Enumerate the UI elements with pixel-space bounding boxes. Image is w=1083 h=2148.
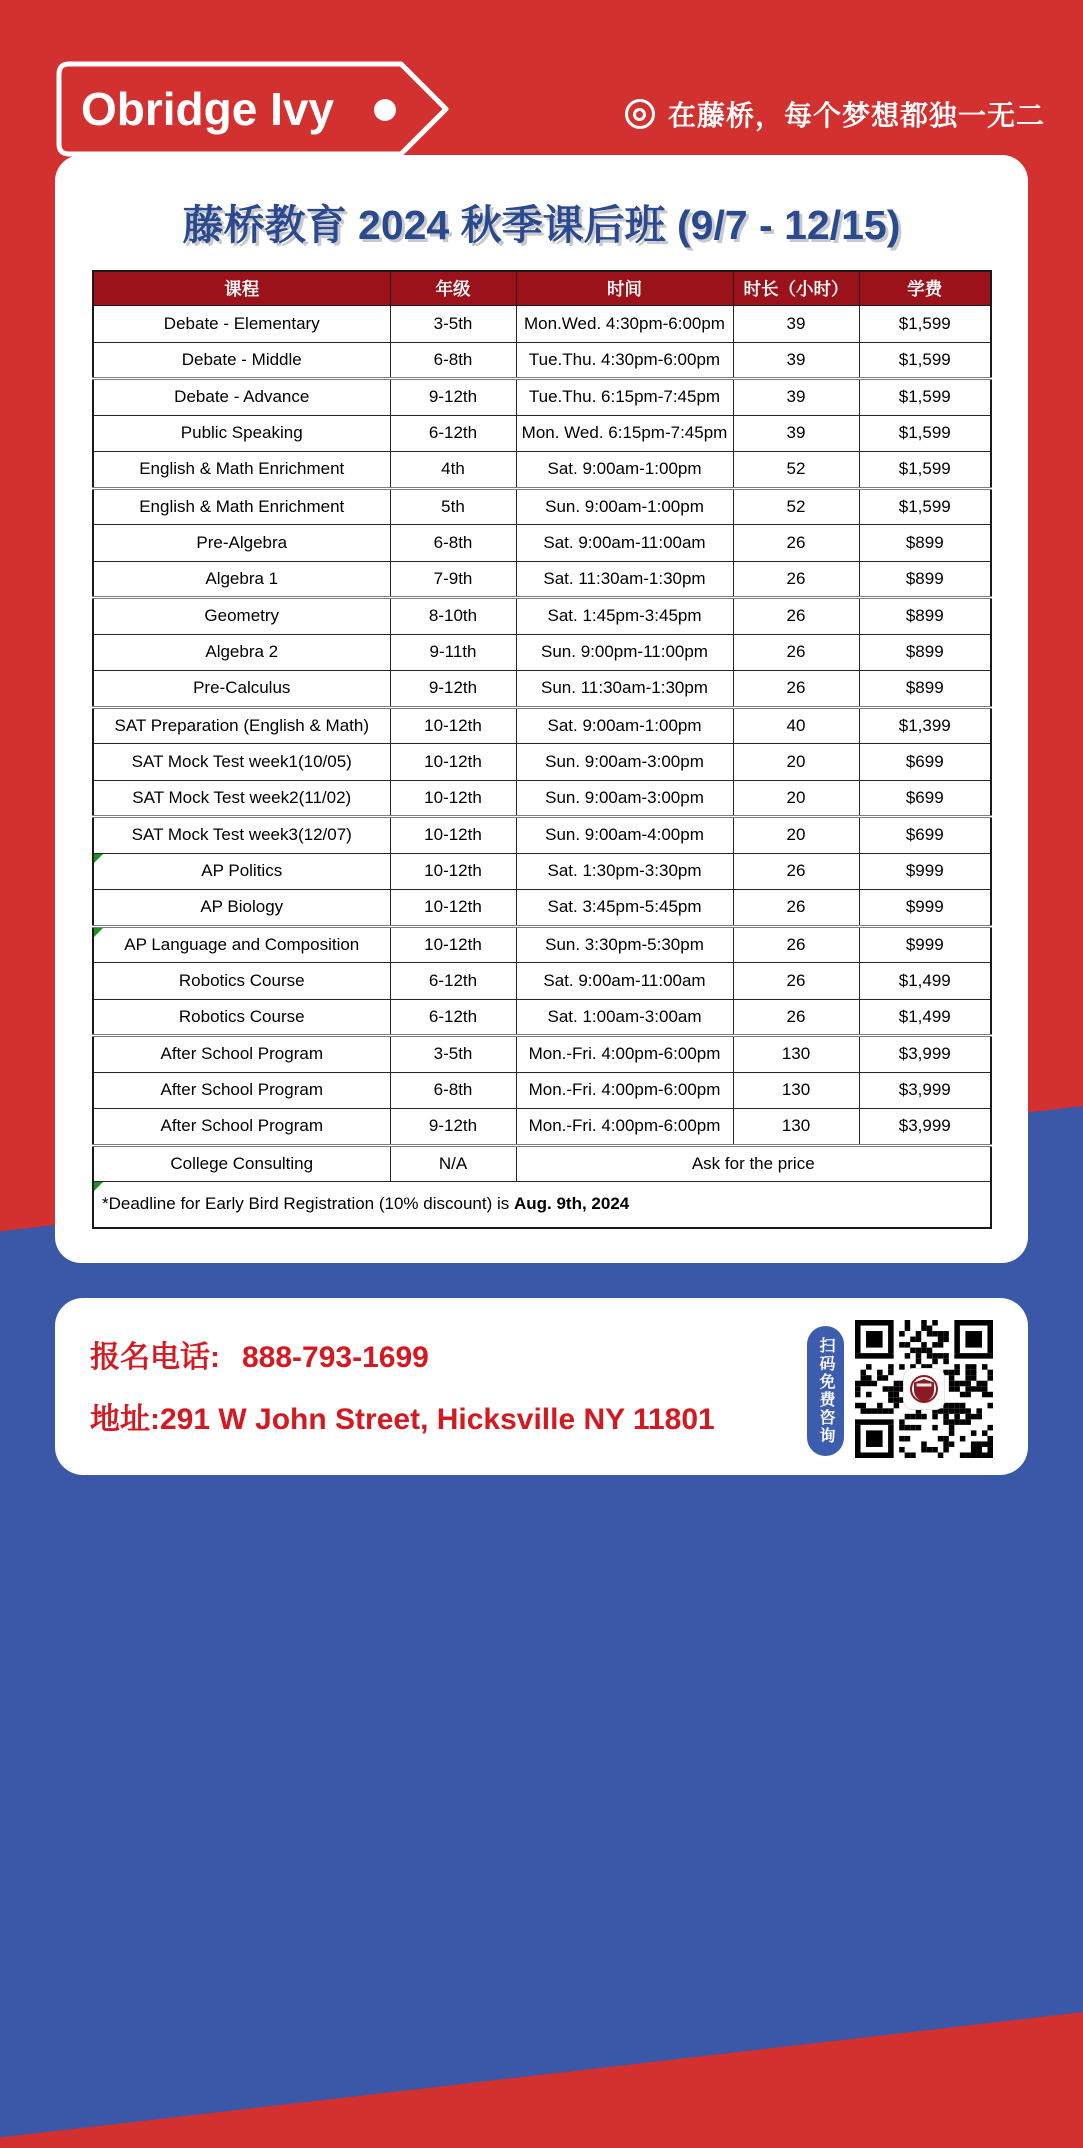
table-row — [93, 963, 991, 1000]
cell-merged-price: Ask for the price — [516, 1145, 991, 1182]
table-row — [93, 853, 991, 890]
cell-tuition: $1,499 — [859, 999, 991, 1036]
cell-time: Tue.Thu. 4:30pm-6:00pm — [516, 342, 733, 379]
cell-grade: 9-12th — [390, 671, 516, 708]
target-icon — [625, 99, 655, 129]
phone-line — [90, 1332, 429, 1376]
cell-grade: 8-10th — [390, 598, 516, 635]
table-row — [93, 780, 991, 817]
cell-grade: 6-8th — [390, 342, 516, 379]
cell-grade: 6-12th — [390, 999, 516, 1036]
logo-text: Obridge Ivy — [81, 83, 335, 135]
cell-grade: 10-12th — [390, 926, 516, 963]
cell-course: AP Language and Composition — [93, 926, 390, 963]
table-row — [93, 926, 991, 963]
cell-time: Sun. 3:30pm-5:30pm — [516, 926, 733, 963]
cell-time: Sun. 9:00am-3:00pm — [516, 780, 733, 817]
cell-hours: 20 — [733, 744, 859, 781]
cell-grade: 10-12th — [390, 707, 516, 744]
course-schedule-table — [92, 270, 992, 1229]
cell-time: Sun. 11:30am-1:30pm — [516, 671, 733, 708]
phone-number: 888-793-1699 — [242, 1341, 429, 1374]
cell-grade: 7-9th — [390, 561, 516, 598]
course-table-body — [93, 306, 991, 1182]
shield-icon — [910, 1374, 938, 1404]
cell-grade: 10-12th — [390, 890, 516, 927]
cell-tuition: $3,999 — [859, 1036, 991, 1073]
qr-code — [855, 1320, 993, 1458]
address-text: 291 W John Street, Hicksville NY 11801 — [160, 1403, 715, 1436]
cell-course: SAT Preparation (English & Math) — [93, 707, 390, 744]
cell-time: Sun. 9:00am-3:00pm — [516, 744, 733, 781]
cell-tuition: $1,599 — [859, 306, 991, 343]
cell-time: Sun. 9:00am-4:00pm — [516, 817, 733, 854]
note-row — [93, 1182, 991, 1228]
cell-grade: 10-12th — [390, 853, 516, 890]
cell-time: Mon.-Fri. 4:00pm-6:00pm — [516, 1036, 733, 1073]
cell-tuition: $1,599 — [859, 379, 991, 416]
column-header-course: 课程 — [93, 271, 390, 306]
cell-tuition: $3,999 — [859, 1109, 991, 1146]
cell-course: College Consulting — [93, 1145, 390, 1182]
brand-logo — [55, 60, 453, 158]
column-header-hours: 时长（小时） — [733, 271, 859, 306]
cell-time: Sat. 1:00am-3:00am — [516, 999, 733, 1036]
brand-tagline — [625, 94, 1045, 134]
cell-grade: 6-12th — [390, 415, 516, 452]
cell-hours: 52 — [733, 488, 859, 525]
cell-hours: 26 — [733, 926, 859, 963]
cell-time: Mon.-Fri. 4:00pm-6:00pm — [516, 1109, 733, 1146]
excel-corner-mark — [94, 928, 103, 937]
cell-time: Sun. 9:00am-1:00pm — [516, 488, 733, 525]
cell-grade: 9-12th — [390, 1109, 516, 1146]
cell-tuition: $3,999 — [859, 1072, 991, 1109]
excel-corner-mark — [94, 1182, 103, 1191]
cell-course: After School Program — [93, 1072, 390, 1109]
cell-grade: 9-12th — [390, 379, 516, 416]
cell-tuition: $999 — [859, 890, 991, 927]
cell-hours: 130 — [733, 1036, 859, 1073]
logo-dot-icon — [374, 99, 396, 121]
cell-course: Debate - Middle — [93, 342, 390, 379]
cell-course: Robotics Course — [93, 963, 390, 1000]
cell-hours: 26 — [733, 963, 859, 1000]
cell-course: After School Program — [93, 1036, 390, 1073]
cell-course: Geometry — [93, 598, 390, 635]
table-row — [93, 707, 991, 744]
cell-grade: 10-12th — [390, 780, 516, 817]
table-row — [93, 415, 991, 452]
cell-course: Debate - Elementary — [93, 306, 390, 343]
cell-time: Sat. 1:30pm-3:30pm — [516, 853, 733, 890]
cell-course: Algebra 2 — [93, 634, 390, 671]
cell-hours: 20 — [733, 780, 859, 817]
cell-time: Sat. 3:45pm-5:45pm — [516, 890, 733, 927]
cell-course: English & Math Enrichment — [93, 488, 390, 525]
cell-tuition: $1,399 — [859, 707, 991, 744]
qr-caption-pill: 扫码免费咨询 — [807, 1326, 844, 1456]
table-row — [93, 342, 991, 379]
cell-course: Algebra 1 — [93, 561, 390, 598]
excel-corner-mark — [94, 854, 103, 863]
cell-time: Sat. 9:00am-11:00am — [516, 963, 733, 1000]
cell-tuition: $699 — [859, 817, 991, 854]
table-row — [93, 561, 991, 598]
table-row — [93, 634, 991, 671]
table-header-row — [93, 271, 991, 306]
cell-course: Debate - Advance — [93, 379, 390, 416]
table-row — [93, 306, 991, 343]
cell-hours: 26 — [733, 634, 859, 671]
page-title: 藤桥教育 2024 秋季课后班 (9/7 - 12/15) — [182, 202, 901, 248]
cell-grade: 6-8th — [390, 1072, 516, 1109]
cell-tuition: $1,599 — [859, 415, 991, 452]
cell-grade: 10-12th — [390, 744, 516, 781]
cell-grade: 6-12th — [390, 963, 516, 1000]
table-row — [93, 525, 991, 562]
main-card — [55, 155, 1028, 1263]
cell-grade: 5th — [390, 488, 516, 525]
address-line — [90, 1394, 715, 1438]
cell-time: Sat. 9:00am-1:00pm — [516, 452, 733, 489]
cell-time: Sat. 1:45pm-3:45pm — [516, 598, 733, 635]
cell-hours: 52 — [733, 452, 859, 489]
cell-hours: 26 — [733, 890, 859, 927]
cell-hours: 26 — [733, 598, 859, 635]
cell-hours: 26 — [733, 561, 859, 598]
cell-grade: 10-12th — [390, 817, 516, 854]
table-row — [93, 598, 991, 635]
cell-tuition: $699 — [859, 744, 991, 781]
table-row — [93, 1145, 991, 1182]
cell-time: Mon. Wed. 6:15pm-7:45pm — [516, 415, 733, 452]
table-row — [93, 817, 991, 854]
cell-course: AP Biology — [93, 890, 390, 927]
cell-course: SAT Mock Test week3(12/07) — [93, 817, 390, 854]
note-text: *Deadline for Early Bird Registration (10% discount) is — [102, 1194, 514, 1214]
cell-grade: 3-5th — [390, 306, 516, 343]
table-row — [93, 1036, 991, 1073]
column-header-grade: 年级 — [390, 271, 516, 306]
address-label: 地址: — [90, 1403, 160, 1436]
cell-course: Public Speaking — [93, 415, 390, 452]
cell-time: Mon.-Fri. 4:00pm-6:00pm — [516, 1072, 733, 1109]
cell-course: English & Math Enrichment — [93, 452, 390, 489]
cell-grade: N/A — [390, 1145, 516, 1182]
cell-tuition: $899 — [859, 598, 991, 635]
cell-tuition: $1,599 — [859, 488, 991, 525]
cell-course: Pre-Algebra — [93, 525, 390, 562]
table-row — [93, 488, 991, 525]
table-row — [93, 744, 991, 781]
note-deadline-date: Aug. 9th, 2024 — [513, 1194, 630, 1214]
tagline-text: 在藤桥，每个梦想都独一无二 — [667, 100, 1045, 131]
footer-card — [55, 1298, 1028, 1475]
cell-tuition: $1,599 — [859, 452, 991, 489]
cell-hours: 39 — [733, 306, 859, 343]
table-row — [93, 452, 991, 489]
cell-grade: 4th — [390, 452, 516, 489]
cell-tuition: $699 — [859, 780, 991, 817]
cell-tuition: $1,599 — [859, 342, 991, 379]
cell-tuition: $899 — [859, 634, 991, 671]
cell-course: SAT Mock Test week1(10/05) — [93, 744, 390, 781]
cell-hours: 39 — [733, 415, 859, 452]
cell-time: Sat. 9:00am-11:00am — [516, 525, 733, 562]
table-row — [93, 1072, 991, 1109]
cell-hours: 26 — [733, 525, 859, 562]
cell-hours: 39 — [733, 342, 859, 379]
table-row — [93, 379, 991, 416]
cell-time: Mon.Wed. 4:30pm-6:00pm — [516, 306, 733, 343]
cell-time: Tue.Thu. 6:15pm-7:45pm — [516, 379, 733, 416]
cell-course: After School Program — [93, 1109, 390, 1146]
cell-grade: 3-5th — [390, 1036, 516, 1073]
cell-course: SAT Mock Test week2(11/02) — [93, 780, 390, 817]
qr-center-logo — [904, 1369, 944, 1409]
cell-hours: 20 — [733, 817, 859, 854]
cell-hours: 40 — [733, 707, 859, 744]
cell-course: AP Politics — [93, 853, 390, 890]
cell-grade: 6-8th — [390, 525, 516, 562]
cell-hours: 130 — [733, 1109, 859, 1146]
cell-time: Sun. 9:00pm-11:00pm — [516, 634, 733, 671]
cell-tuition: $999 — [859, 926, 991, 963]
cell-tuition: $899 — [859, 561, 991, 598]
cell-hours: 26 — [733, 671, 859, 708]
cell-hours: 26 — [733, 999, 859, 1036]
cell-time: Sat. 11:30am-1:30pm — [516, 561, 733, 598]
cell-tuition: $999 — [859, 853, 991, 890]
cell-course: Robotics Course — [93, 999, 390, 1036]
cell-tuition: $899 — [859, 671, 991, 708]
table-row — [93, 1109, 991, 1146]
table-row — [93, 890, 991, 927]
cell-time: Sat. 9:00am-1:00pm — [516, 707, 733, 744]
cell-tuition: $899 — [859, 525, 991, 562]
cell-hours: 39 — [733, 379, 859, 416]
cell-grade: 9-11th — [390, 634, 516, 671]
cell-hours: 130 — [733, 1072, 859, 1109]
table-row — [93, 999, 991, 1036]
phone-label: 报名电话: — [90, 1341, 220, 1374]
cell-hours: 26 — [733, 853, 859, 890]
cell-tuition: $1,499 — [859, 963, 991, 1000]
table-row — [93, 671, 991, 708]
cell-course: Pre-Calculus — [93, 671, 390, 708]
column-header-time: 时间 — [516, 271, 733, 306]
column-header-tuition: 学费 — [859, 271, 991, 306]
